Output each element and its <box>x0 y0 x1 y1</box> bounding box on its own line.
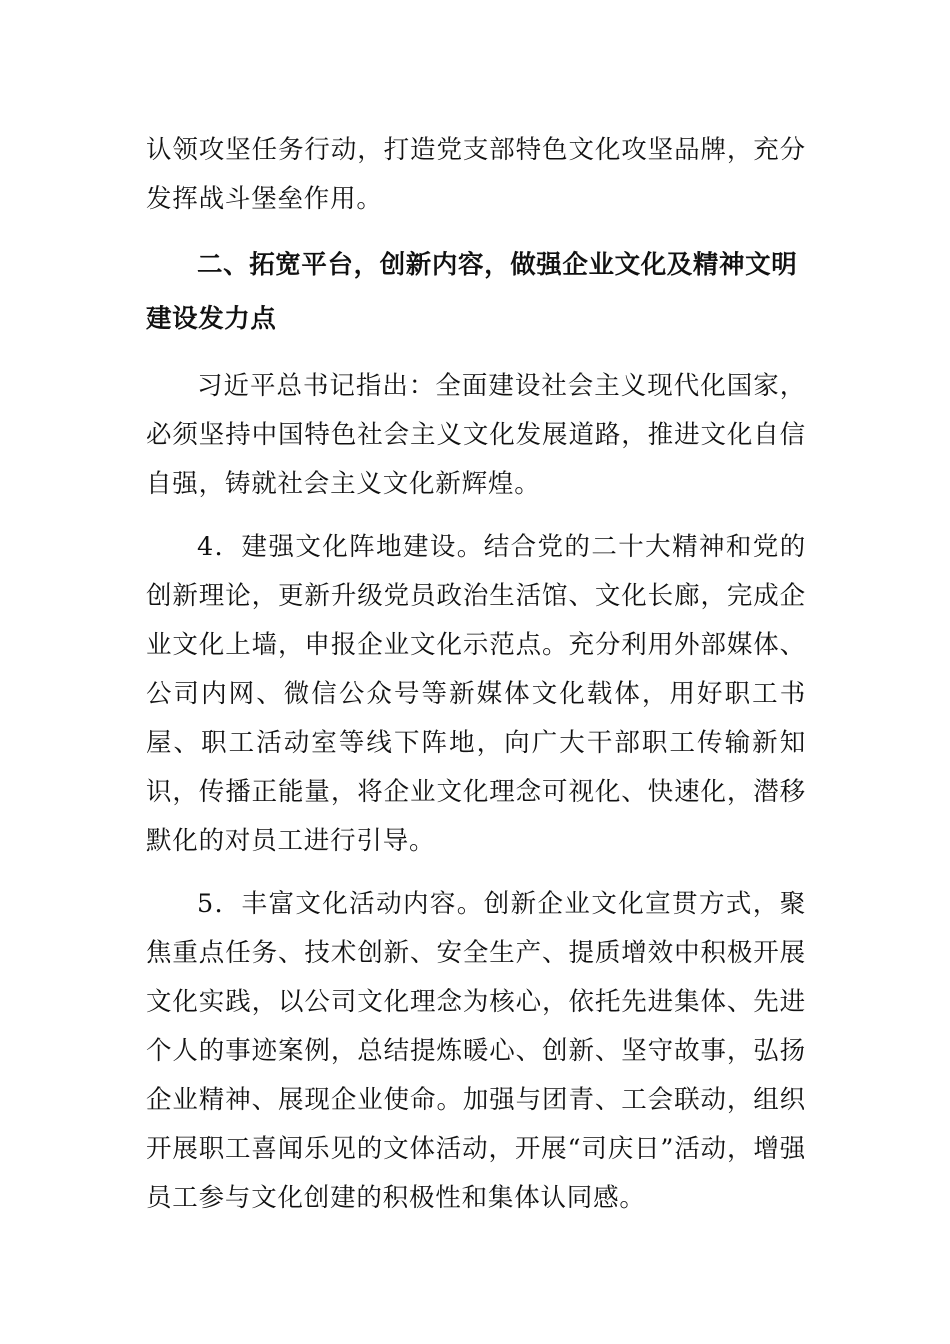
document-body <box>146 126 806 1237</box>
paragraph-quote: 习近平总书记指出：全面建设社会主义现代化国家，必须坚持中国特色社会主义文化发展道路，推进文化自信自强，铸就社会主义文化新辉煌。 <box>146 371 806 499</box>
paragraph-continuation: 认领攻坚任务行动，打造党支部特色文化攻坚品牌，充分发挥战斗堡垒作用。 <box>146 135 806 214</box>
paragraph-item-4: 4．建强文化阵地建设。结合党的二十大精神和党的创新理论，更新升级党员政治生活馆、文化长廊，完成企业文化上墙，申报企业文化示范点。充分利用外部媒体、公司内网、微信公众号等新媒体文化载体，用好职工书屋、职工活动室等线下阵地，向广大干部职工传输新知识，传播正能量，将企业文化理念可视化、快速化，潜移默化的对员工进行引导。 <box>146 532 806 856</box>
paragraph-item-5: 5．丰富文化活动内容。创新企业文化宣贯方式，聚焦重点任务、技术创新、安全生产、提质增效中积极开展文化实践，以公司文化理念为核心，依托先进集体、先进个人的事迹案例，总结提炼暖心、创新、坚守故事，弘扬企业精神、展现企业使命。加强与团青、工会联动，组织开展职工喜闻乐见的文体活动，开展“司庆日”活动，增强员工参与文化创建的积极性和集体认同感。 <box>146 889 806 1213</box>
section-heading: 二、拓宽平台，创新内容，做强企业文化及精神文明建设发力点 <box>146 250 798 334</box>
